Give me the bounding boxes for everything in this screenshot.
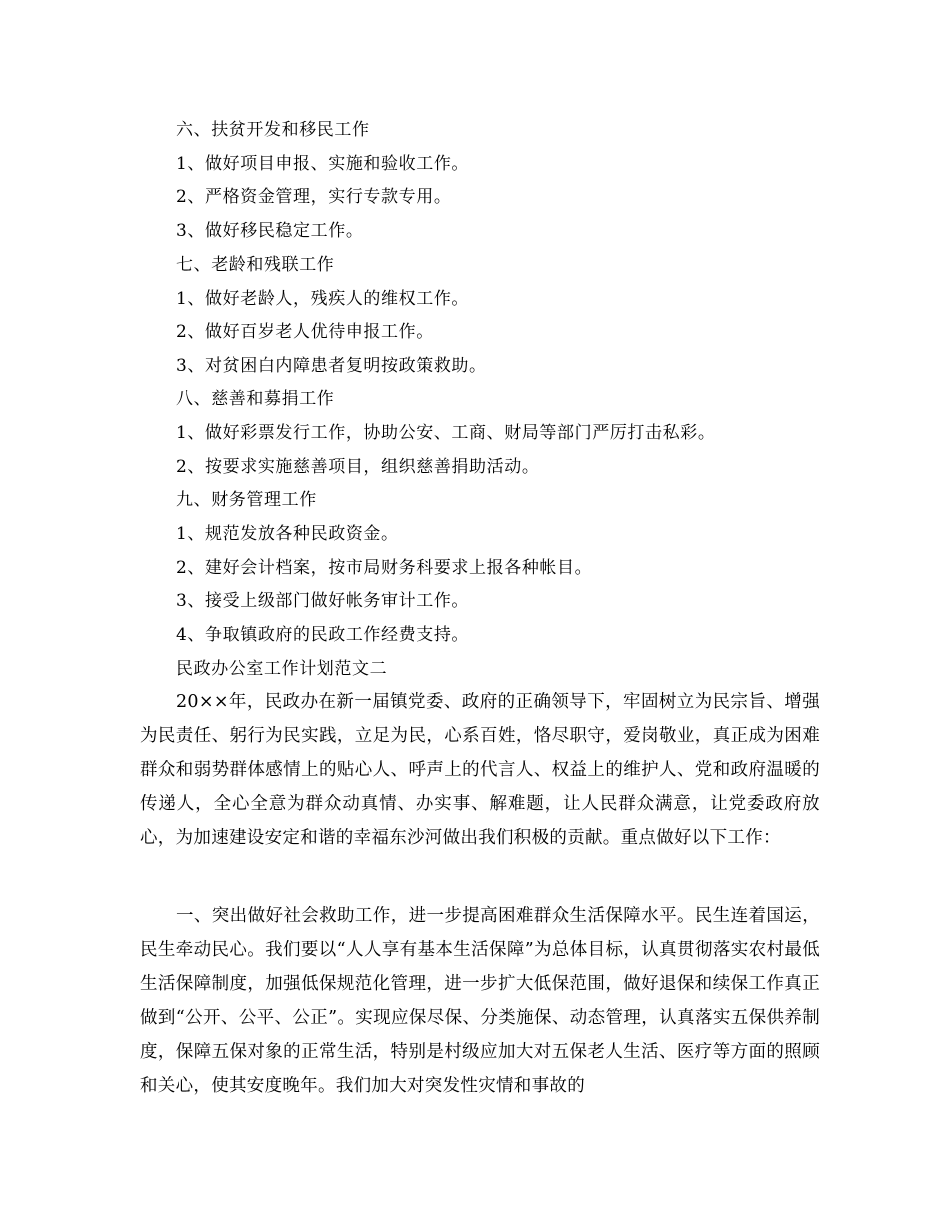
list-item: 1、规范发放各种民政资金。 xyxy=(176,524,399,544)
list-item: 3、接受上级部门做好帐务审计工作。 xyxy=(176,591,470,611)
list-item: 3、对贫困白内障患者复明按政策救助。 xyxy=(176,356,487,376)
list-item: 4、争取镇政府的民政工作经费支持。 xyxy=(176,625,470,645)
list-item: 3、做好移民稳定工作。 xyxy=(176,221,364,241)
section-heading-poverty-relief: 六、扶贫开发和移民工作 xyxy=(176,120,370,140)
document-subtitle: 民政办公室工作计划范文二 xyxy=(176,659,388,679)
section-heading-charity: 八、慈善和募捐工作 xyxy=(176,389,335,409)
list-item: 1、做好项目申报、实施和验收工作。 xyxy=(176,154,470,174)
body-paragraph-social-assistance: 一、突出做好社会救助工作，进一步提高困难群众生活保障水平。民生连着国运，民生牵动民心。我们要以“人人享有基本生活保障”为总体目标，认真贯彻落实农村最低生活保障制度，加强低保规范化管理，进一步扩大低保范围，做好退保和续保工作真正做到“公开、公平、公正”。实现应保尽保、分类施保、动态管理，认真落实五保供养制度，保障五保对象的正常生活，特别是村级应加大对五保老人生活、医疗等方面的照顾和关心，使其安度晚年。我们加大对突发性灾情和事故的 xyxy=(140,906,820,1097)
section-heading-elderly-disabled: 七、老龄和残联工作 xyxy=(176,255,335,275)
list-item: 1、做好彩票发行工作，协助公安、工商、财局等部门严厉打击私彩。 xyxy=(176,423,716,443)
list-item: 2、做好百岁老人优待申报工作。 xyxy=(176,322,434,342)
list-item: 1、做好老龄人，残疾人的维权工作。 xyxy=(176,289,470,309)
body-paragraph-intro: 20××年，民政办在新一届镇党委、政府的正确领导下，牢固树立为民宗旨、增强为民责任、躬行为民实践，立足为民，心系百姓，恪尽职守，爱岗敬业，真正成为困难群众和弱势群体感情上的贴心人、呼声上的代言人、权益上的维护人、党和政府温暖的传递人，全心全意为群众动真情、办实事、解难题，让人民群众满意，让党委政府放心，为加速建设安定和谐的幸福东沙河做出我们积极的贡献。重点做好以下工作： xyxy=(140,692,820,849)
list-item: 2、建好会计档案，按市局财务科要求上报各种帐目。 xyxy=(176,558,593,578)
list-item: 2、严格资金管理，实行专款专用。 xyxy=(176,187,452,207)
list-item: 2、按要求实施慈善项目，组织慈善捐助活动。 xyxy=(176,457,540,477)
section-heading-finance: 九、财务管理工作 xyxy=(176,490,317,510)
